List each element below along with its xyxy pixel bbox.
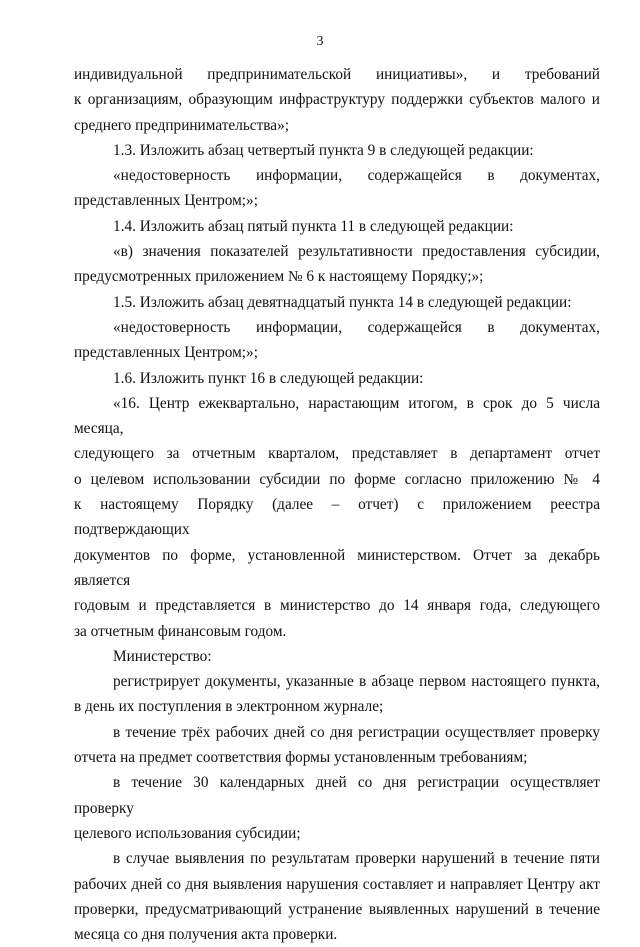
text-line: проверки, предусматривающий устранение выявленных нарушений в течение xyxy=(74,900,600,918)
text-line: за отчетным финансовым годом. xyxy=(74,622,287,640)
text-line: предусмотренных приложением № 6 к настоящему Порядку;»; xyxy=(74,268,484,286)
text-line: о целевом использовании субсидии по форме согласно приложению № 4 xyxy=(74,470,600,488)
text-line: годовым и представляется в министерство до 14 января года, следующего xyxy=(74,597,600,615)
text-line: Министерство: xyxy=(113,647,212,665)
text-line: в день их поступления в электронном журнале; xyxy=(74,698,384,716)
text-line: 1.6. Изложить пункт 16 в следующей редакции: xyxy=(113,369,424,387)
text-line: в течение 30 календарных дней со дня регистрации осуществляет проверку xyxy=(74,774,600,817)
text-line: «недостоверность информации, содержащейся в документах, xyxy=(113,167,600,185)
page-number: 3 xyxy=(316,34,324,49)
text-line: целевого использования субсидии; xyxy=(74,824,301,842)
document-body xyxy=(74,62,600,947)
text-line: рабочих дней со дня выявления нарушения составляет и направляет Центру акт xyxy=(74,875,600,893)
text-line: месяца со дня получения акта проверки. xyxy=(74,926,338,944)
text-line: в случае выявления по результатам проверки нарушений в течение пяти xyxy=(113,850,600,868)
text-line: представленных Центром;»; xyxy=(74,344,258,362)
text-line: 1.4. Изложить абзац пятый пункта 11 в следующей редакции: xyxy=(113,217,514,235)
text-line: регистрирует документы, указанные в абзаце первом настоящего пункта, xyxy=(113,673,600,691)
text-line: к организациям, образующим инфраструктуру поддержки субъектов малого и xyxy=(74,91,600,109)
text-line: к настоящему Порядку (далее – отчет) с приложением реестра подтверждающих xyxy=(74,496,600,539)
text-line: отчета на предмет соответствия формы установленным требованиям; xyxy=(74,749,528,767)
text-line: среднего предпринимательства»; xyxy=(74,116,289,134)
text-line: в течение трёх рабочих дней со дня регистрации осуществляет проверку xyxy=(113,723,600,741)
text-line: «недостоверность информации, содержащейся в документах, xyxy=(113,318,600,336)
text-line: документов по форме, установленной министерством. Отчет за декабрь является xyxy=(74,546,600,589)
text-line: 1.5. Изложить абзац девятнадцатый пункта 14 в следующей редакции: xyxy=(113,293,572,311)
text-line: «16. Центр ежеквартально, нарастающим итогом, в срок до 5 числа месяца, xyxy=(74,394,600,438)
text-line: следующего за отчетным кварталом, представляет в департамент отчет xyxy=(74,445,600,463)
text-line: 1.3. Изложить абзац четвертый пункта 9 в следующей редакции: xyxy=(113,141,534,159)
text-line: «в) значения показателей результативности предоставления субсидии, xyxy=(113,243,600,261)
text-line: представленных Центром;»; xyxy=(74,192,258,210)
text-line: индивидуальной предпринимательской инициативы», и требований xyxy=(74,66,600,83)
